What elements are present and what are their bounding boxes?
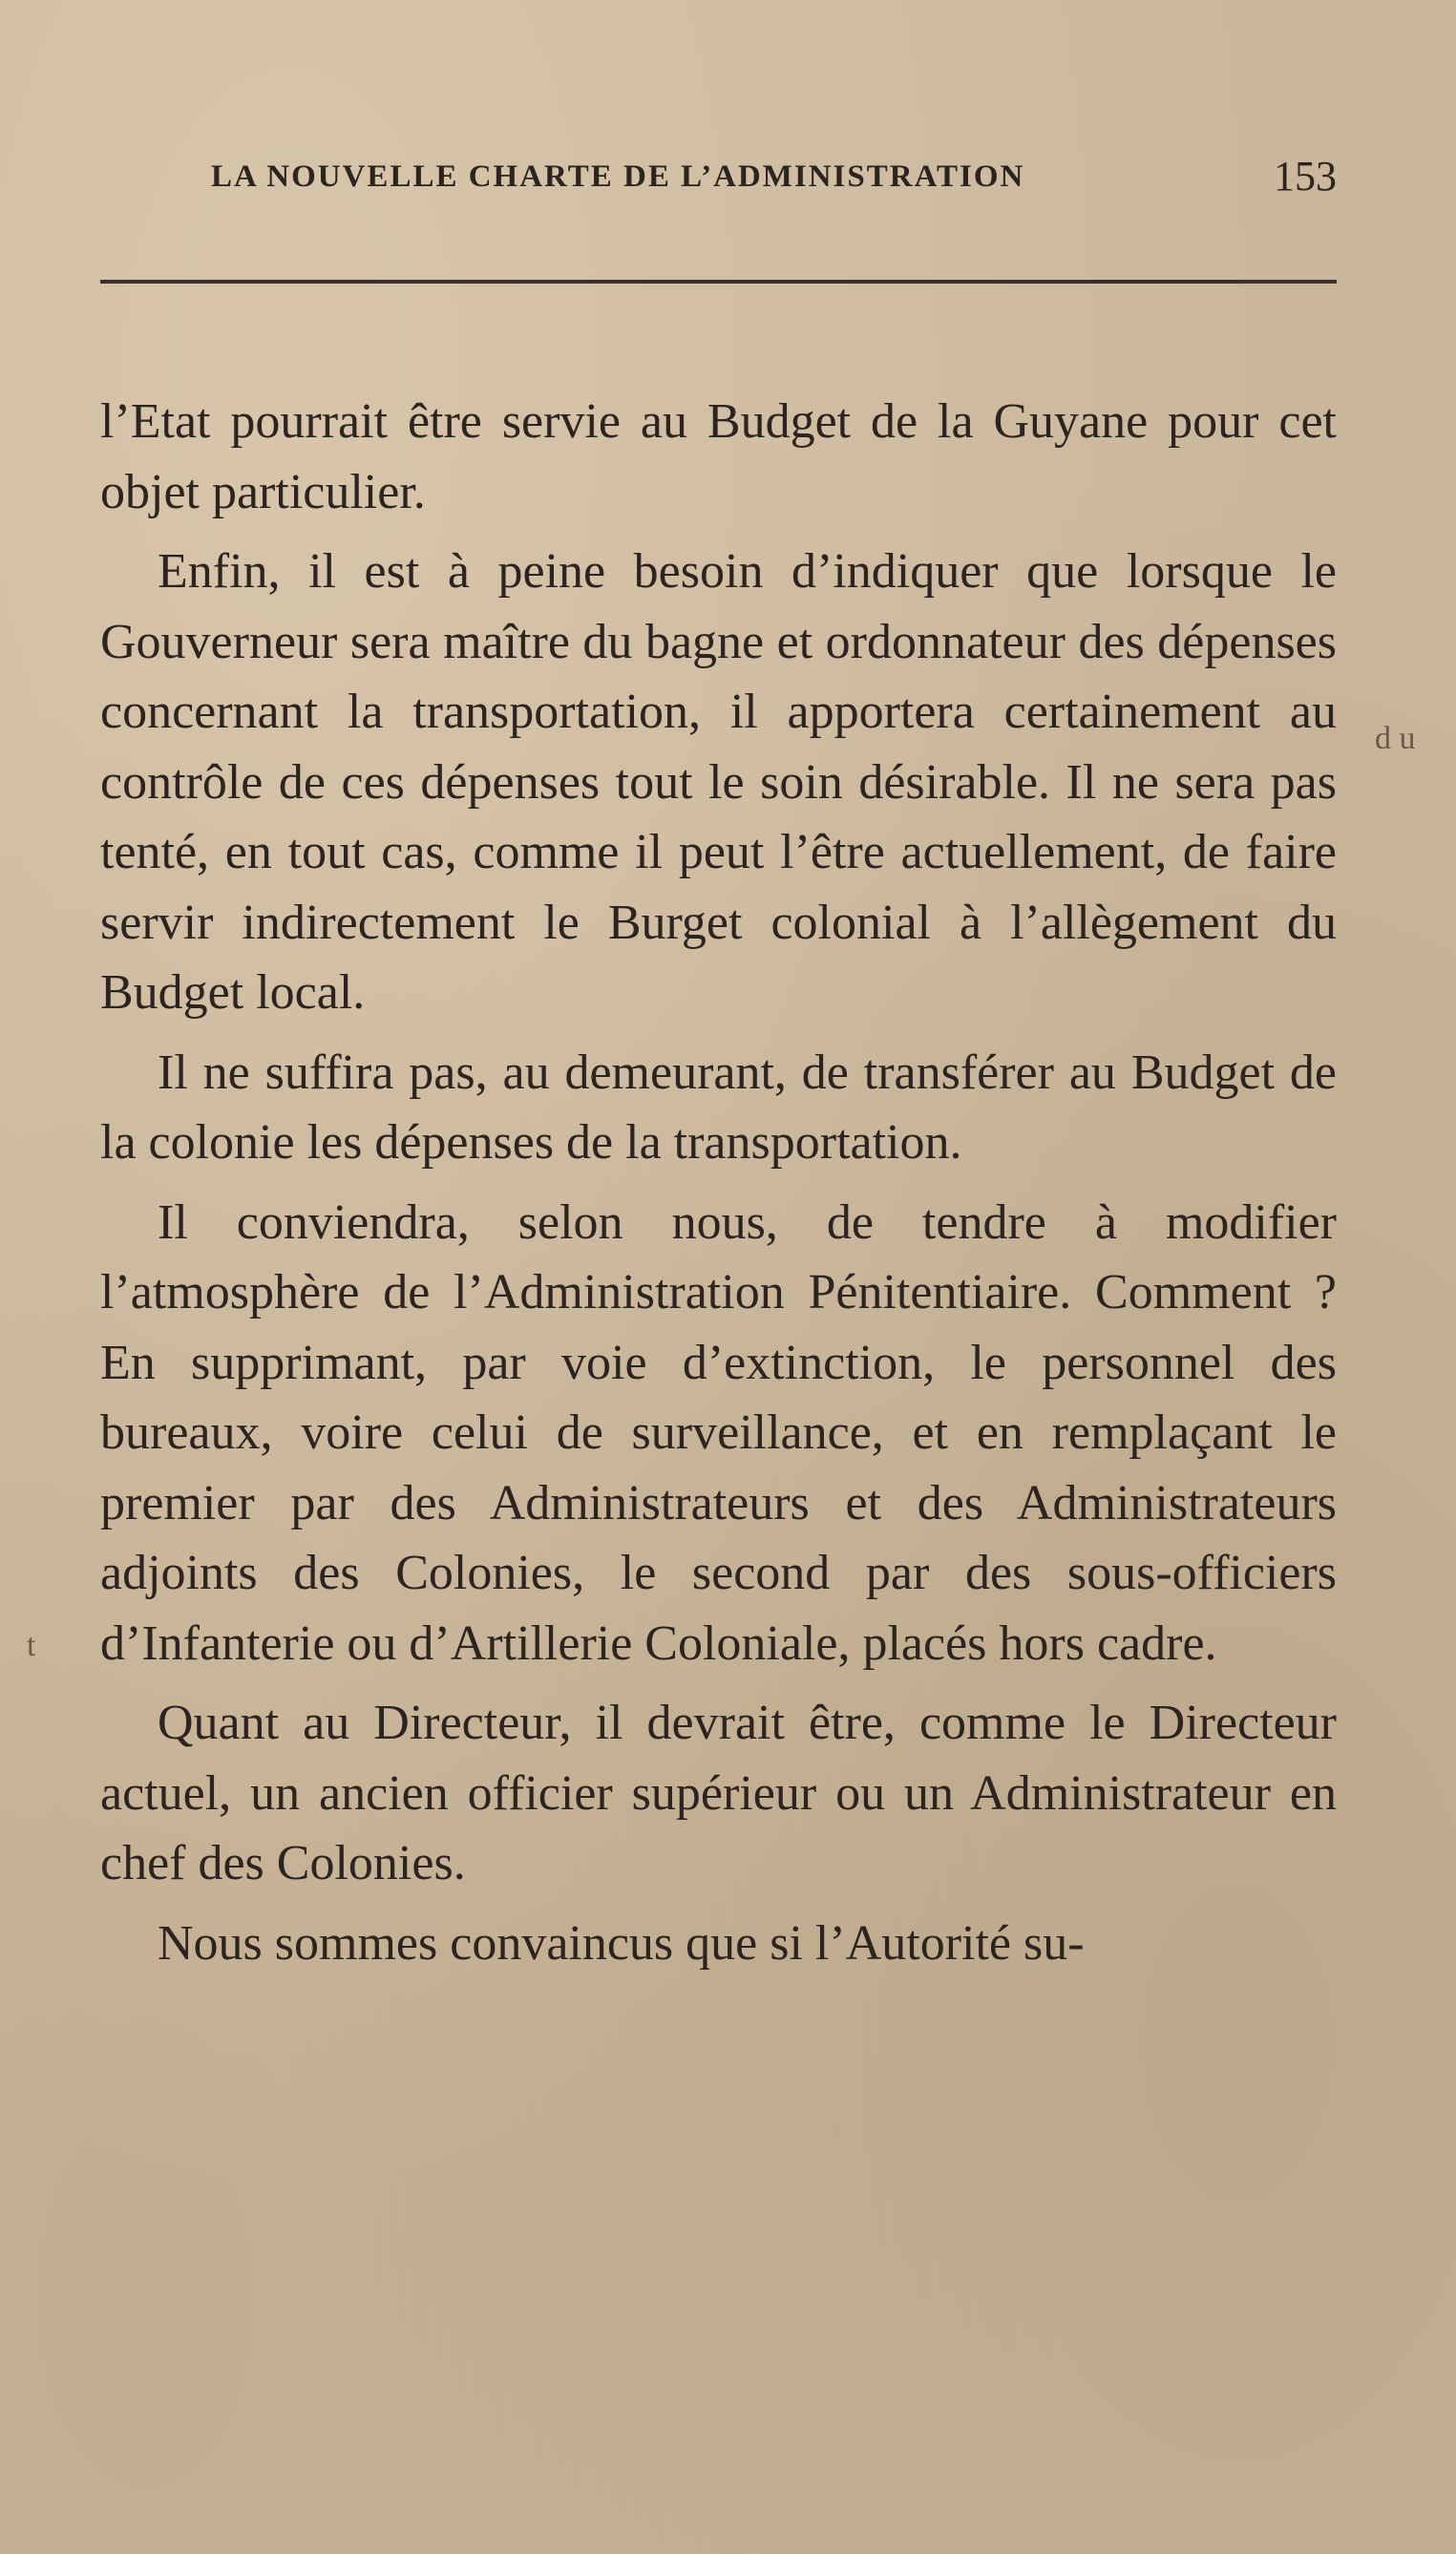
paragraph: l’Etat pourrait être servie au Budget de la Guyane pour cet objet particulier. xyxy=(100,394,1337,519)
paragraph: Quant au Directeur, il devrait être, comme le Directeur actuel, un ancien officier supérieur ou un Administrateur en chef des Colonies. xyxy=(100,1696,1337,1890)
body-text xyxy=(100,387,1337,1988)
header-rule xyxy=(100,280,1337,284)
margin-mark-right: d u xyxy=(1375,721,1416,756)
running-title: LA NOUVELLE CHARTE DE L’ADMINISTRATION xyxy=(211,159,1025,194)
paragraph: Il conviendra, selon nous, de tendre à modifier l’atmosphère de l’Administration Pénitentiaire. Comment ? En supprimant, par voie d’extinction, le personnel des bureaux, voire celui de surveillance, et en remplaçant le premier par des Administrateurs et des Administrateurs adjoints des Colonies, le second par des sous-officiers d’Infanterie ou d’Artillerie Coloniale, placés hors cadre. xyxy=(100,1194,1337,1671)
page-header xyxy=(100,148,1337,205)
page-number: 153 xyxy=(1274,153,1337,200)
paragraph: Il ne suffira pas, au demeurant, de transférer au Budget de la colonie les dépenses de la transportation. xyxy=(100,1045,1337,1170)
paragraph: Enfin, il est à peine besoin d’indiquer que lorsque le Gouverneur sera maître du bagne et ordonnateur des dépenses concernant la transportation, il apportera certainement au contrôle de ces dépenses tout le soin désirable. Il ne sera pas tenté, en tout cas, comme il peut l’être actuellement, de faire servir indirectement le Burget colonial à l’allègement du Budget local. xyxy=(100,544,1337,1020)
margin-mark-left: t xyxy=(27,1628,36,1663)
paragraph: Nous sommes convaincus que si l’Autorité su- xyxy=(158,1915,1085,1971)
